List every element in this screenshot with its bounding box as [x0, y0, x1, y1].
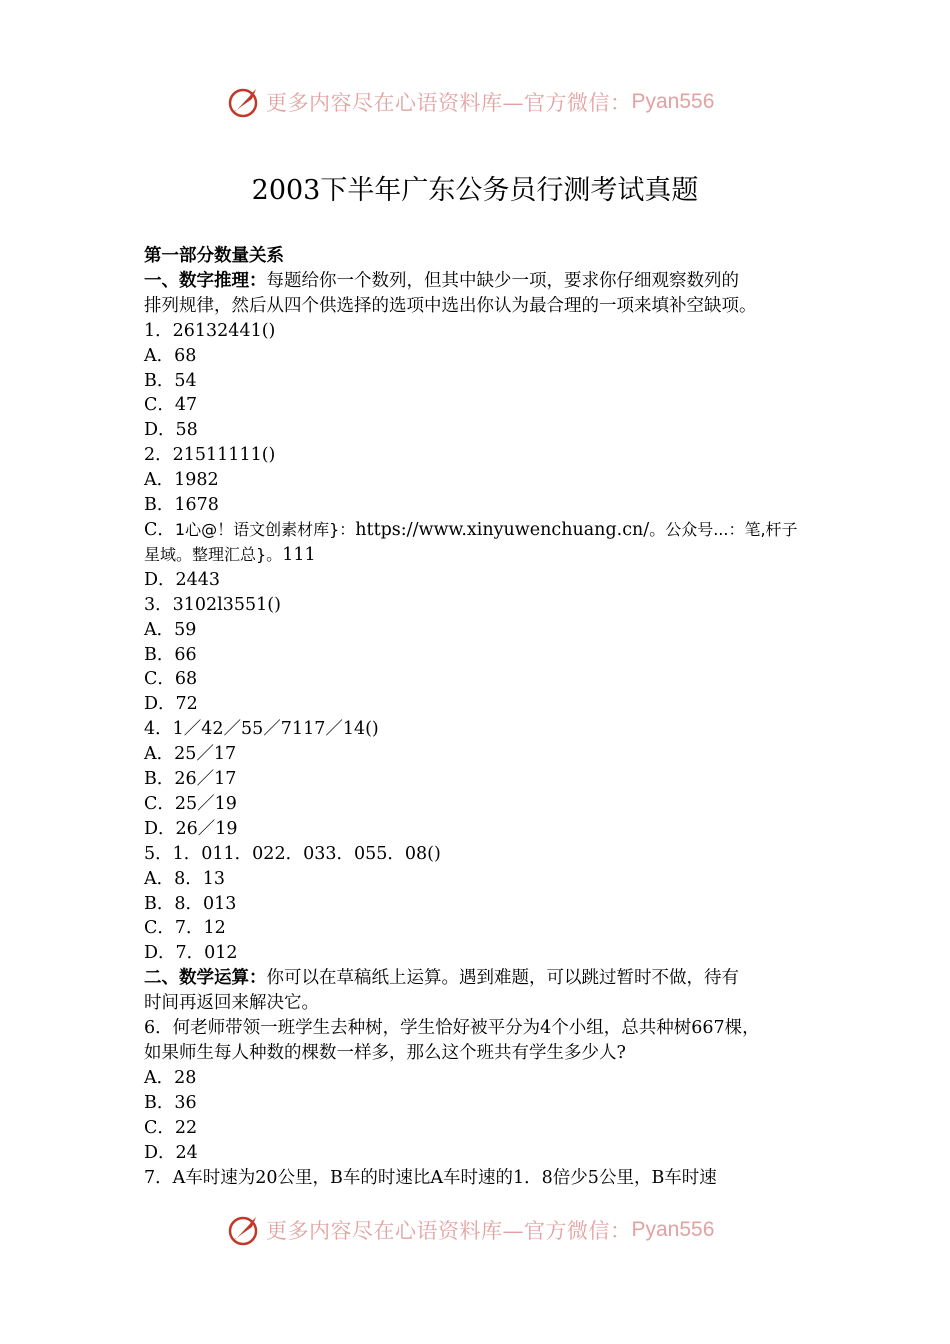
option: A．8．13 [144, 868, 226, 889]
option: D．72 [144, 694, 198, 715]
watermark-id: Pyan556 [631, 90, 715, 113]
option: C．22 [144, 1117, 198, 1138]
url-link[interactable]: https://www.xinyuwenchuang.cn/ [355, 519, 650, 540]
option: A．68 [144, 345, 197, 366]
watermark-text: 更多内容尽在心语资料库—官方微信： [266, 91, 632, 115]
option: D．58 [144, 420, 198, 441]
option: D．24 [144, 1142, 198, 1163]
option-cont: 星域。整理汇总}。111 [144, 544, 316, 565]
option: B．8．013 [144, 893, 237, 914]
question-stem: 2．21511111() [144, 445, 276, 466]
option: C．25／19 [144, 793, 237, 814]
section-intro: 二、数学运算：你可以在草稿纸上运算。遇到难题，可以跳过暂时不做，待有 [144, 968, 739, 989]
question-stem: 7．A车时速为20公里，B车的时速比A车时速的1．8倍少5公里，B车时速 [144, 1167, 717, 1188]
page-title: 2003下半年广东公务员行测考试真题 [251, 175, 699, 207]
option: A．28 [144, 1067, 197, 1088]
option: B．26／17 [144, 769, 237, 790]
option: C．7．12 [144, 918, 226, 939]
option: C．1心@！语文创素材库}：https://www.xinyuwenchuang.cn/。公众号...：笔,杆子 [144, 519, 798, 540]
question-stem: 1．26132441() [144, 320, 276, 341]
header-watermark [0, 82, 950, 122]
section-intro: 一、数字推理：每题给你一个数列，但其中缺少一项，要求你仔细观察数列的 [144, 270, 739, 291]
option: B．66 [144, 644, 197, 665]
option: A．1982 [144, 470, 219, 491]
footer-watermark [0, 1210, 950, 1250]
question-stem: 5．1．011．022．033．055．08() [144, 843, 441, 864]
question-stem-cont: 如果师生每人种数的棵数一样多，那么这个班共有学生多少人? [144, 1043, 626, 1063]
quill-logo-icon [226, 84, 262, 120]
watermark-text: 更多内容尽在心语资料库—官方微信： [266, 1219, 632, 1243]
option: C．68 [144, 669, 198, 690]
option: D．7．012 [144, 943, 238, 964]
option: B．36 [144, 1092, 197, 1113]
quill-logo-icon [226, 1212, 262, 1248]
section-intro-cont: 排列规律，然后从四个供选择的选项中选出你认为最合理的一项来填补空缺项。 [144, 295, 757, 316]
section-intro-cont: 时间再返回来解决它。 [144, 993, 319, 1014]
option: D．26／19 [144, 818, 238, 839]
document-body [144, 244, 824, 1190]
option: A．25／17 [144, 744, 237, 765]
question-stem: 3．3102l3551() [144, 594, 281, 615]
question-stem: 6．何老师带领一班学生去种树，学生恰好被平分为4个小组，总共种树667棵， [144, 1018, 760, 1039]
option: A．59 [144, 619, 197, 640]
watermark-id: Pyan556 [631, 1218, 715, 1241]
option: D．2443 [144, 569, 221, 590]
option: B．54 [144, 370, 197, 391]
option: C．47 [144, 395, 198, 416]
question-stem: 4．1／42／55／7117／14() [144, 719, 379, 740]
option: B．1678 [144, 495, 219, 516]
part-heading: 第一部分数量关系 [144, 246, 284, 266]
